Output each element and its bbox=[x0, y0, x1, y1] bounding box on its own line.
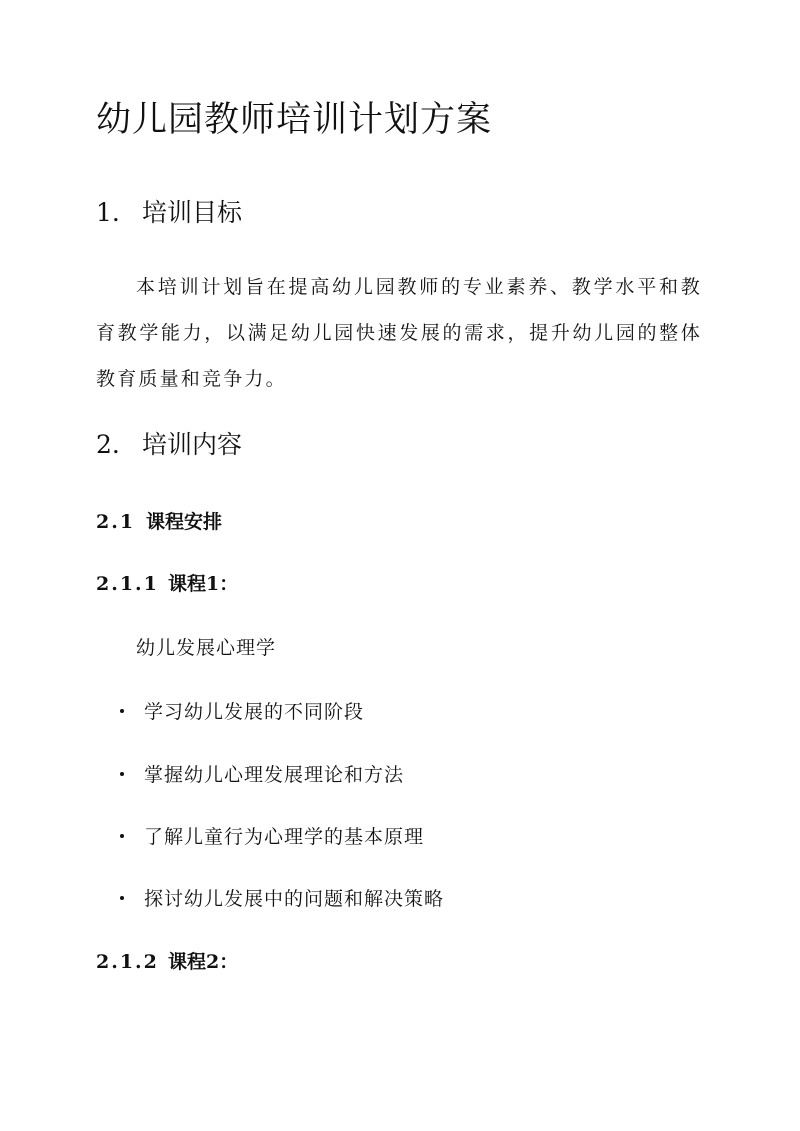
list-item bbox=[118, 761, 404, 789]
course-1-number: 2.1.1 bbox=[96, 573, 159, 595]
course-1-name: 幼儿发展心理学 bbox=[136, 637, 277, 659]
section-1-paragraph: 本培训计划旨在提高幼儿园教师的专业素养、教学水平和教育教学能力，以满足幼儿园快速发展的需求，提升幼儿园的整体教育质量和竞争力。 bbox=[96, 276, 702, 390]
subsection-2-1-title: 课程安排 bbox=[146, 511, 223, 533]
course-2-number: 2.1.2 bbox=[96, 951, 159, 973]
bullet-icon bbox=[118, 707, 126, 715]
section-1-number: 1. bbox=[96, 198, 120, 227]
bullet-icon bbox=[118, 770, 126, 778]
section-2-title: 培训内容 bbox=[142, 430, 243, 459]
course-1-heading bbox=[96, 570, 238, 598]
bullet-icon bbox=[118, 832, 126, 840]
bullet-icon bbox=[118, 894, 126, 902]
subsection-2-1-heading bbox=[96, 508, 222, 536]
section-2-number: 2. bbox=[96, 430, 120, 459]
section-2-heading bbox=[96, 428, 242, 462]
document-title: 幼儿园教师培训计划方案 bbox=[96, 100, 493, 140]
section-1-heading bbox=[96, 196, 242, 230]
course-2-title: 课程2： bbox=[168, 951, 239, 973]
course-2-heading bbox=[96, 948, 238, 976]
list-item-text: 学习幼儿发展的不同阶段 bbox=[144, 701, 365, 723]
list-item-text: 探讨幼儿发展中的问题和解决策略 bbox=[144, 888, 445, 910]
list-item bbox=[118, 698, 364, 726]
list-item-text: 了解儿童行为心理学的基本原理 bbox=[144, 826, 425, 848]
list-item-text: 掌握幼儿心理发展理论和方法 bbox=[144, 764, 405, 786]
list-item bbox=[118, 823, 424, 851]
list-item bbox=[118, 885, 444, 913]
section-1-title: 培训目标 bbox=[142, 198, 243, 227]
subsection-2-1-number: 2.1 bbox=[96, 511, 136, 533]
course-1-title: 课程1： bbox=[168, 573, 239, 595]
